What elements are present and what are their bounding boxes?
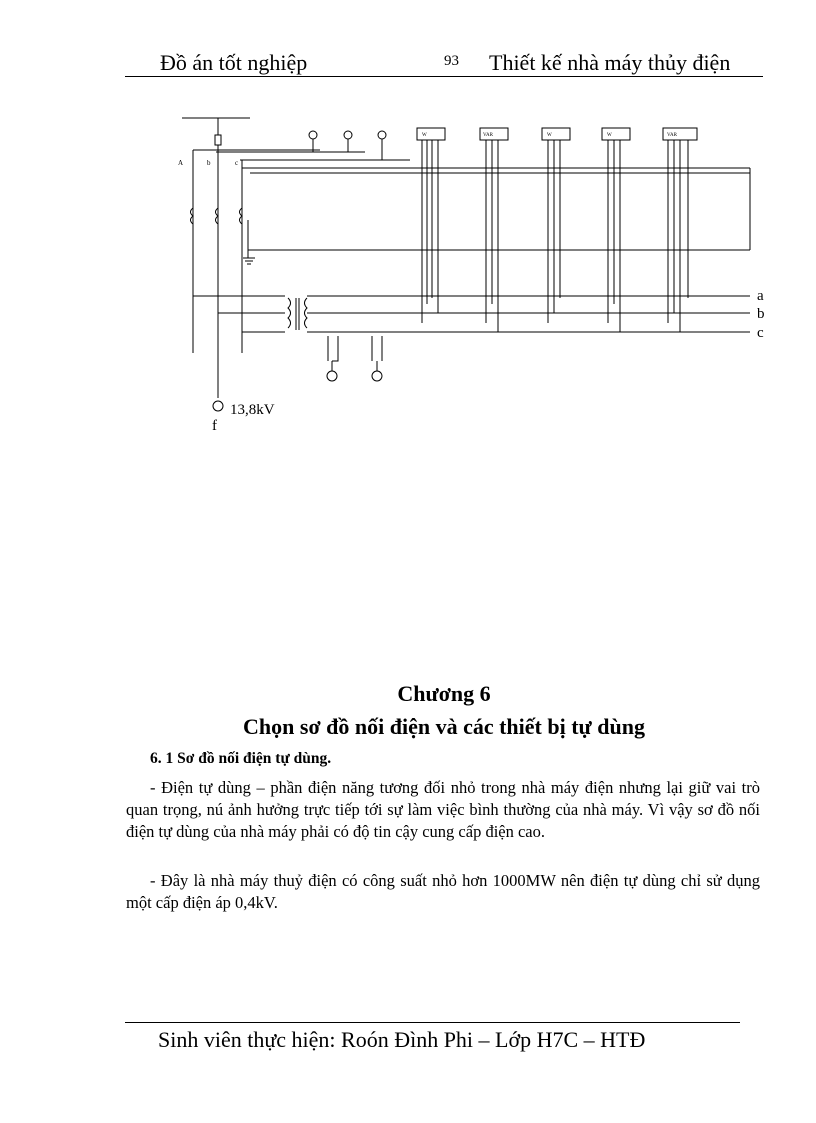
phase-label-b: b bbox=[207, 159, 211, 167]
chapter-number: Chương 6 bbox=[397, 681, 491, 706]
voltmeter-1 bbox=[327, 371, 337, 381]
meter-label-2: VAR bbox=[483, 133, 493, 138]
wiring-diagram bbox=[160, 108, 780, 438]
meter-leads bbox=[422, 140, 688, 332]
f-label: f bbox=[212, 418, 217, 434]
vt-secondary-coil bbox=[305, 298, 308, 328]
meter-label-3: W bbox=[547, 133, 552, 138]
ammeter-2 bbox=[344, 131, 352, 139]
page-number: 93 bbox=[444, 53, 459, 69]
footer-text: Sinh viên thực hiện: Roón Đình Phi – Lớp H7C – HTĐ bbox=[158, 1027, 646, 1052]
bus-label-b: b bbox=[757, 306, 765, 322]
bus-label-a: a bbox=[757, 288, 764, 304]
section-heading: 6. 1 Sơ đồ nối điện tự dùng. bbox=[150, 750, 332, 767]
footer-rule bbox=[125, 1022, 740, 1023]
generator-terminal bbox=[213, 401, 223, 411]
voltmeter-2 bbox=[372, 371, 382, 381]
breaker-symbol bbox=[215, 135, 221, 145]
meter-label-1: W bbox=[422, 133, 427, 138]
paragraph-2: - Đây là nhà máy thuỷ điện có công suất nhỏ hơn 1000MW nên điện tự dùng chỉ sử dụng một cấp điện áp 0,4kV. bbox=[126, 871, 760, 912]
meter-label-5: VAR bbox=[667, 133, 677, 138]
paragraph-1: - Điện tự dùng – phần điện năng tương đối nhỏ trong nhà máy điện nhưng lại giữ vai trò quan trọng, nú ảnh hưởng trực tiếp tới sự làm việc bình thường của nhà máy. Vì vậy sơ đồ nối điện tự dùng của nhà máy phải có độ tin cậy cung cấp điện cao. bbox=[126, 778, 760, 841]
ammeter-1 bbox=[309, 131, 317, 139]
phase-label-a: A bbox=[178, 159, 184, 167]
header-title-left: Đồ án tốt nghiệp bbox=[160, 50, 308, 75]
header-title-right: Thiết kế nhà máy thủy điện bbox=[489, 50, 731, 75]
ammeter-3 bbox=[378, 131, 386, 139]
meter-label-4: W bbox=[607, 133, 612, 138]
vt-primary-coil bbox=[288, 298, 291, 328]
bus-label-c: c bbox=[757, 325, 764, 341]
phase-label-c: c bbox=[235, 159, 239, 167]
voltage-label: 13,8kV bbox=[230, 402, 275, 418]
header-rule bbox=[125, 76, 763, 77]
chapter-title: Chọn sơ đồ nối điện và các thiết bị tự dùng bbox=[243, 714, 645, 739]
